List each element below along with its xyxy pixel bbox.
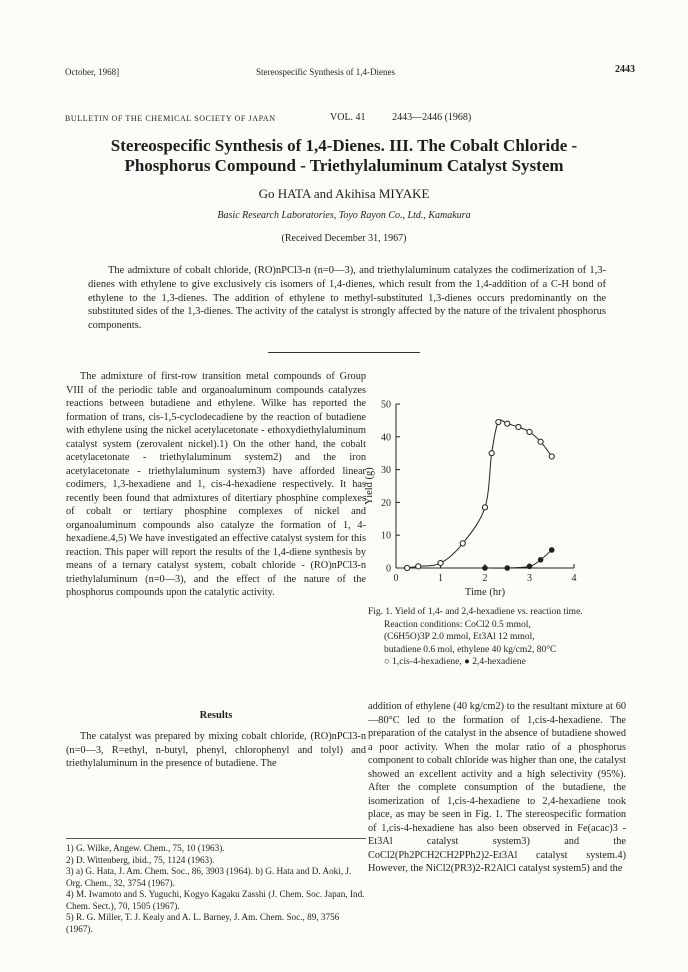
data-point-filled (527, 564, 533, 570)
reference-1: 1) G. Wilke, Angew. Chem., 75, 10 (1963). (66, 843, 225, 853)
affiliation: Basic Research Laboratories, Toyo Rayon Co., Ltd., Kamakura (217, 210, 471, 221)
results-heading: Results (199, 710, 233, 721)
caption-line-4: butadiene 0.6 mol, ethylene 40 kg/cm2, 80°C (384, 644, 557, 655)
volume-label: VOL. 41 (330, 112, 366, 123)
figure-caption (368, 606, 628, 669)
article-title (0, 136, 688, 176)
caption-line-2: Reaction conditions: CoCl2 0.5 mmol, (384, 619, 531, 630)
title-line-2: Phosphorus Compound - Triethylaluminum Catalyst System (124, 156, 564, 175)
right-column-paragraph: addition of ethylene (40 kg/cm2) to the resultant mixture at 60—80°C led to the formation of 1,cis-4-hexadiene. The preparation of the catalyst in the absence of butadiene showed a poor activity. When the molar ratio of a phosphorus component to cobalt chloride was higher than one, the catalyst showed an excellent activity and a high selectivity (95%). After the complete consumption of the butadiene, the isomerization of 1,cis-4-hexadiene to 2,4-hexadiene took place, as may be seen in Fig. 1. The stereospecific formation of 1,cis-4-hexadiene has also been observed in Fe(acac)3 - Et3Al catalyst system3) and the CoCl2(Ph2PCH2CH2PPh2)2-Et3Al catalyst system.4) However, the NiCl2(PR3)2-R2AlCl catalyst system5) and the (368, 701, 626, 874)
data-point-filled (538, 557, 544, 563)
data-point-filled (504, 565, 510, 571)
x-tick-label: 3 (527, 573, 532, 584)
y-tick-label: 40 (381, 432, 391, 444)
data-point-filled (549, 547, 555, 553)
running-head-date: October, 1968] (65, 67, 120, 77)
data-point-open (549, 454, 554, 459)
intro-paragraph: The admixture of first-row transition metal compounds of Group VIII of the periodic table and organoaluminum compounds catalyzes reactions between butadiene and ethylene. Wilke has reported the formation of trans, cis-1,5-cyclodecadiene by the reaction of butadiene with ethylene using the nickel acetylacetonate - ethoxydiethylaluminum catalyst system (zerovalent nickel).1) On the other hand, the cobalt acetylacetonate - triethylaluminum system2) and the iron acetylacetonate - triethylaluminum system3) have afforded linear codimers, 1,3-hexadiene and 1, cis-4-hexadiene respectively. It has recently been found that admixtures of ditertiary phosphine complexes of cobalt or tertiary phosphine complexes of nickel and organoaluminum compounds also catalyze the formation of 1, 4-hexadiene.4,5) We have investigated an effective catalyst system for this reaction. This paper will report the results of the 1,4-diene synthesis by means of a ternary catalyst system, cobalt chloride - (RO)nPCl3-n triethylaluminum (n=0—3), and the effect of the nature of the phosphorus compounds upon the catalytic activity. (66, 371, 366, 598)
journal-volume (330, 112, 471, 123)
data-point-filled (482, 565, 488, 571)
data-point-open (460, 541, 465, 546)
reference-5: 5) R. G. Miller, T. J. Kealy and A. L. Barney, J. Am. Chem. Soc., 89, 3756 (1967). (66, 912, 340, 934)
data-point-open (538, 439, 543, 444)
y-axis-label: Yield (g) (364, 467, 375, 505)
data-point-open (516, 424, 521, 429)
running-head-title: Stereospecific Synthesis of 1,4-Dienes (256, 67, 395, 77)
data-point-open (416, 564, 421, 569)
x-tick-label: 2 (482, 573, 488, 584)
journal-name: BULLETIN OF THE CHEMICAL SOCIETY OF JAPAN (65, 114, 276, 123)
page-range: 2443—2446 (1968) (392, 112, 472, 123)
section-divider (268, 352, 420, 353)
y-tick-label: 0 (386, 563, 391, 575)
figure-1-chart (360, 392, 620, 597)
page-number: 2443 (615, 64, 635, 75)
data-point-open (496, 419, 501, 424)
data-point-open (482, 505, 487, 510)
caption-line-5: ○ 1,cis-4-hexadiene, ● 2,4-hexadiene (384, 657, 526, 667)
y-tick-label: 20 (381, 497, 391, 509)
received-date: (Received December 31, 1967) (281, 233, 407, 244)
caption-line-1: Fig. 1. Yield of 1,4- and 2,4-hexadiene vs. reaction time. (368, 607, 583, 617)
title-line-1: Stereospecific Synthesis of 1,4-Dienes. III. The Cobalt Chloride - (110, 136, 578, 155)
caption-line-3: (C6H5O)3P 2.0 mmol, Et3Al 12 mmol, (384, 632, 535, 642)
series-line-1 (407, 420, 552, 568)
y-tick-label: 10 (381, 530, 391, 542)
references (66, 838, 366, 935)
x-axis-label: Time (hr) (464, 587, 506, 597)
data-point-open (489, 451, 494, 456)
reference-4: 4) M. Iwamoto and S. Yuguchi, Kogyo Kagaku Zasshi (J. Chem. Soc. Japan, Ind. Chem. Sect.), 70, 1505 (1967). (66, 889, 365, 911)
x-tick-label: 0 (393, 573, 399, 584)
y-tick-label: 50 (381, 399, 391, 411)
reference-2: 2) D. Wittenberg, ibid., 75, 1124 (1963). (66, 854, 215, 865)
reference-3: 3) a) G. Hata, J. Am. Chem. Soc., 86, 3903 (1964). b) G. Hata and D. Aoki, J. Org. Chem., 32, 3754 (1967). (66, 866, 352, 888)
abstract: The admixture of cobalt chloride, (RO)nPCl3-n (n=0—3), and triethylaluminum catalyzes the codimerization of 1,3-dienes with ethylene to give exclusively cis isomers of 1,4-dienes, which result from the 1,4-addition of a C-H bond of ethylene to the 1,3-dienes. The addition of ethylene to methyl-substituted 1,3-dienes occurs predominantly on the substituted sides of the 1,3-dienes. The activity of the catalyst is strongly affected by the nature of the trivalent phosphorus components. (88, 265, 606, 332)
data-point-open (527, 429, 532, 434)
authors: Go HATA and Akihisa MIYAKE (258, 186, 430, 201)
data-point-open (505, 421, 510, 426)
x-tick-label: 1 (438, 573, 443, 584)
data-point-open (405, 565, 410, 570)
x-tick-label: 4 (571, 573, 577, 584)
y-tick-label: 30 (381, 465, 391, 477)
data-point-open (438, 560, 443, 565)
results-paragraph: The catalyst was prepared by mixing cobalt chloride, (RO)nPCl3-n (n=0—3, R=ethyl, n-butyl, phenyl, chlorophenyl and tolyl) and triethylaluminum in the presence of butadiene. The (66, 731, 366, 769)
